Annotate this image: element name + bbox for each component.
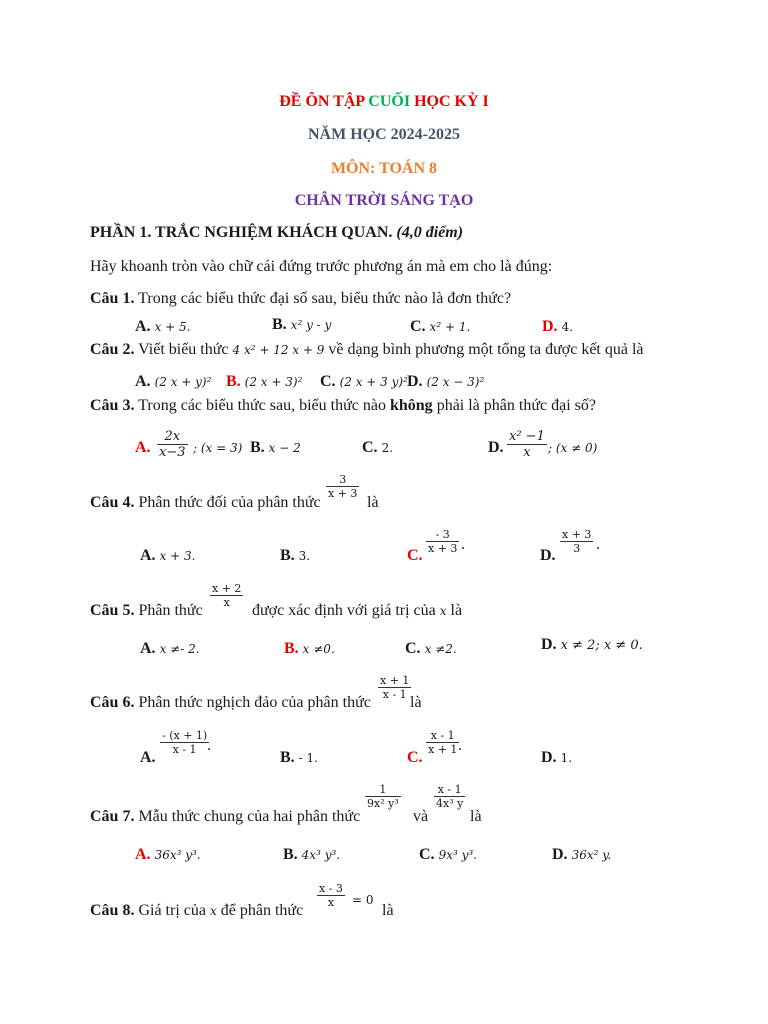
q7-tail: là bbox=[470, 808, 482, 825]
q3-option-b[interactable]: B. x − 2 bbox=[250, 439, 301, 456]
q3-option-a-condition: ; (x = 3) bbox=[193, 441, 243, 455]
q7-and: và bbox=[413, 808, 429, 825]
q6-tail: là bbox=[410, 694, 422, 711]
q6-option-a-tail: . bbox=[207, 737, 211, 754]
q5-option-c[interactable]: C. x ≠2. bbox=[405, 640, 457, 657]
q2-option-d[interactable]: D. (2 x − 3)² bbox=[407, 373, 485, 390]
q5-tail: được xác định với giá trị của x là bbox=[252, 602, 463, 619]
q6-fraction: $\frac{x + 1}{x - 1}$ bbox=[380, 674, 410, 701]
q6-option-c-tail: . bbox=[458, 737, 462, 754]
q1-option-a[interactable]: A. x + 5. bbox=[135, 318, 191, 335]
q4-option-c-tail: . bbox=[461, 536, 465, 553]
q3-option-d-fraction: $\frac{\text{x² −1}}{x}$ bbox=[509, 429, 545, 460]
q8-equation: = 0 bbox=[352, 893, 374, 907]
q3-option-c[interactable]: C. 2. bbox=[362, 439, 394, 456]
q4-option-d-label[interactable]: D. bbox=[540, 547, 556, 564]
q3-option-d-condition: ; (x ≠ 0) bbox=[548, 441, 598, 455]
q1-option-b[interactable]: B. x² y - y bbox=[272, 316, 332, 333]
q4-fraction: $\frac{3}{x + 3}$ bbox=[328, 473, 358, 500]
q1-option-d[interactable]: D. 4. bbox=[542, 318, 574, 335]
q5-fraction: $\frac{x + 2}{x}$ bbox=[212, 582, 242, 609]
q2-option-b[interactable]: B. (2 x + 3)² bbox=[226, 373, 303, 390]
q4-option-b[interactable]: B. 3. bbox=[280, 547, 311, 564]
q4-option-c-label[interactable]: C. bbox=[407, 547, 423, 564]
question-4: Câu 4. Phân thức đối của phân thức bbox=[90, 494, 321, 511]
q6-option-b[interactable]: B. - 1. bbox=[280, 749, 318, 766]
q4-tail: là bbox=[367, 494, 379, 511]
q4-option-d-tail: . bbox=[596, 536, 600, 553]
subject: MÔN: TOÁN 8 bbox=[330, 160, 438, 177]
q8-tail: là bbox=[382, 902, 394, 919]
q3-option-a-fraction: $\frac{2x}{x-3}$ bbox=[159, 429, 186, 460]
question-5: Câu 5. Phân thức bbox=[90, 602, 203, 619]
q5-option-b[interactable]: B. x ≠0. bbox=[284, 640, 335, 657]
q7-fraction-2: $\frac{x - 1}{\text{4x³ y}}$ bbox=[436, 783, 464, 810]
question-7: Câu 7. Mẫu thức chung của hai phân thức bbox=[90, 808, 361, 825]
section-heading: PHẦN 1. TRẮC NGHIỆM KHÁCH QUAN. (4,0 điểm) bbox=[90, 224, 464, 241]
q4-option-a[interactable]: A. x + 3. bbox=[140, 547, 196, 564]
q7-option-b[interactable]: B. 4x³ y³. bbox=[283, 846, 341, 863]
q4-option-d-fraction: $\frac{x + 3}{3}$ bbox=[562, 528, 592, 555]
question-1: Câu 1. Trong các biểu thức đại số sau, biểu thức nào là đơn thức? bbox=[90, 290, 512, 307]
q7-option-a[interactable]: A. 36x³ y³. bbox=[135, 846, 201, 863]
question-2: Câu 2. Viết biểu thức 4 x² + 12 x + 9 về dạng bình phương một tổng ta được kết quả là bbox=[90, 341, 644, 358]
q7-option-d[interactable]: D. 36x² y. bbox=[552, 846, 612, 863]
q5-option-d[interactable]: D. x ≠ 2; x ≠ 0. bbox=[541, 636, 643, 653]
question-8: Câu 8. Giá trị của x để phân thức bbox=[90, 902, 304, 919]
q6-option-a-fraction: $\frac{- (x + 1)}{x - 1}$ bbox=[162, 729, 208, 756]
q2-option-c[interactable]: C. (2 x + 3 y)² bbox=[320, 373, 408, 390]
q6-option-c-label[interactable]: C. bbox=[407, 749, 423, 766]
question-3: Câu 3. Trong các biểu thức sau, biểu thức nào không phải là phân thức đại số? bbox=[90, 397, 596, 414]
q6-option-c-fraction: $\frac{x - 1}{x + 1}$ bbox=[428, 729, 458, 756]
book-series: CHÂN TRỜI SÁNG TẠO bbox=[294, 192, 474, 209]
q2-option-a[interactable]: A. (2 x + y)² bbox=[135, 373, 212, 390]
q6-option-a-label[interactable]: A. bbox=[140, 749, 156, 766]
q5-option-a[interactable]: A. x ≠- 2. bbox=[140, 640, 200, 657]
q8-fraction: $\frac{x - 3}{x}$ bbox=[319, 882, 343, 909]
q7-option-c[interactable]: C. 9x³ y³. bbox=[419, 846, 477, 863]
q3-option-d-label[interactable]: D. bbox=[488, 439, 504, 456]
school-year: NĂM HỌC 2024-2025 bbox=[308, 126, 460, 143]
q6-option-d[interactable]: D. 1. bbox=[541, 749, 573, 766]
q3-option-a-label[interactable]: A. bbox=[135, 439, 151, 456]
q7-fraction-1: $\frac{1}{\text{9x² y³}}$ bbox=[367, 783, 399, 810]
q1-option-c[interactable]: C. x² + 1. bbox=[410, 318, 471, 335]
instruction: Hãy khoanh tròn vào chữ cái đứng trước phương án mà em cho là đúng: bbox=[90, 258, 553, 275]
question-6: Câu 6. Phân thức nghịch đảo của phân thức bbox=[90, 694, 371, 711]
doc-title: ĐỀ ÔN TẬP CUỐI HỌC KỲ I bbox=[279, 93, 489, 110]
q4-option-c-fraction: $\frac{- 3}{x + 3}$ bbox=[428, 528, 458, 555]
